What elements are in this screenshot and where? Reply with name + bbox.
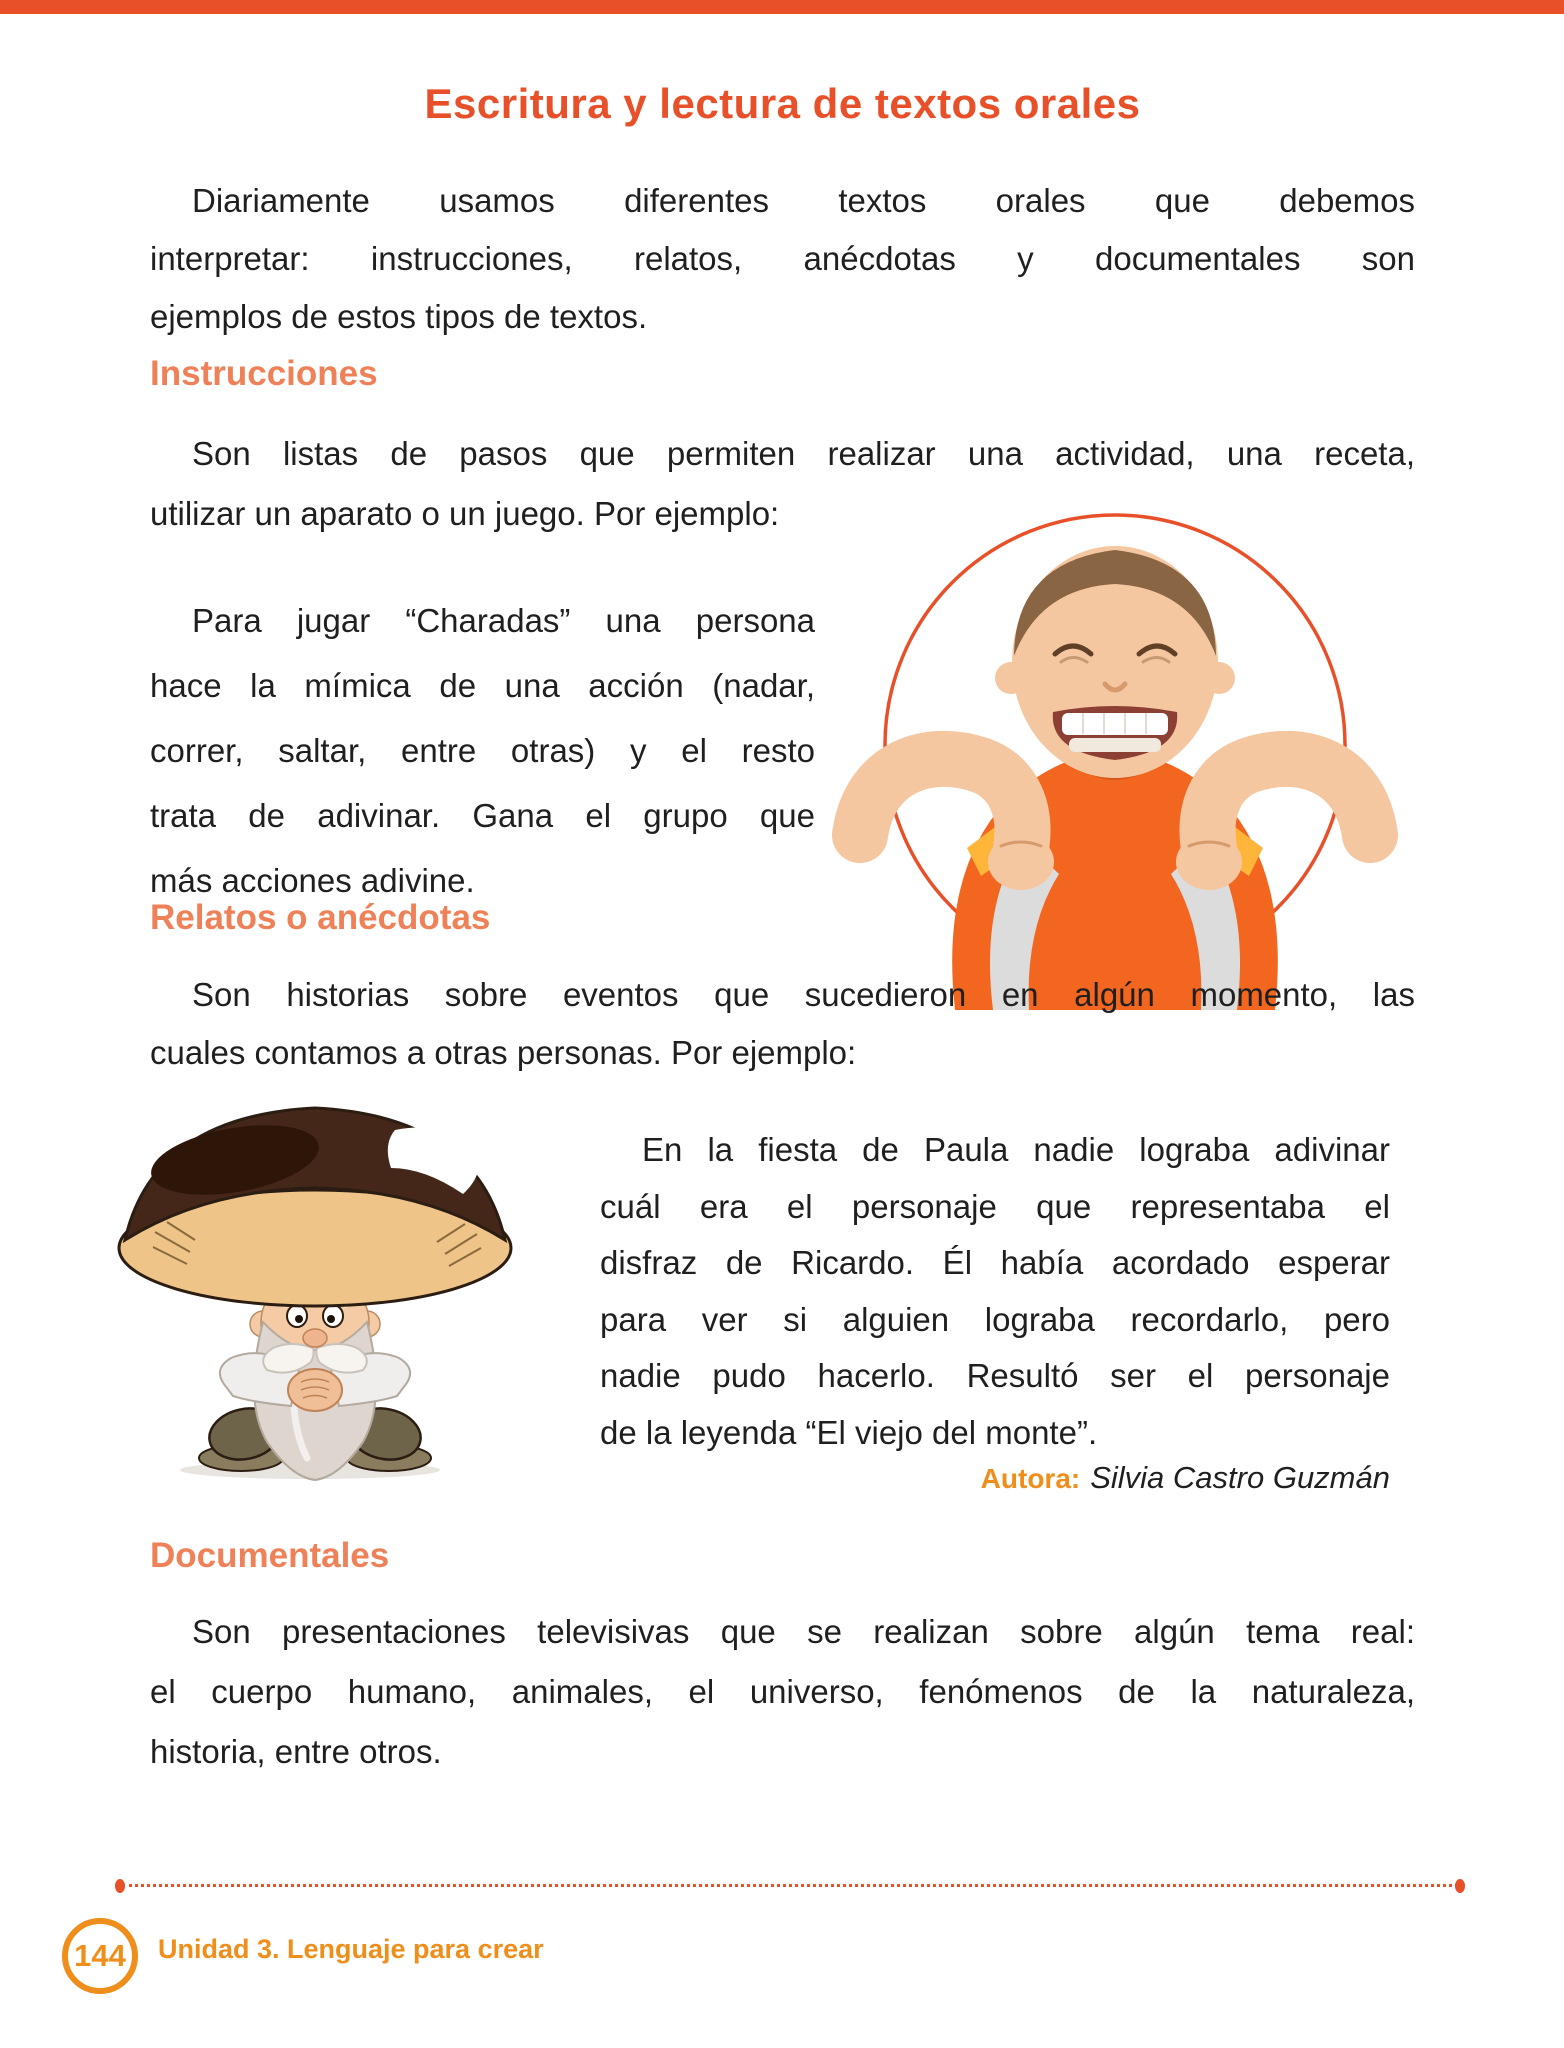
text-line: Son listas de pasos que permiten realizar una actividad, una receta, bbox=[192, 435, 1415, 472]
anecdote-story-paragraph bbox=[600, 1122, 1390, 1461]
author-label: Autora: bbox=[980, 1463, 1081, 1494]
text-line: Son presentaciones televisivas que se realizan sobre algún tema real: bbox=[192, 1613, 1415, 1650]
text-line: utilizar un aparato o un juego. Por ejemplo: bbox=[150, 495, 780, 532]
text-line: más acciones adivine. bbox=[150, 862, 475, 899]
text-line: interpretar: instrucciones, relatos, anécdotas y documentales son bbox=[150, 240, 1415, 277]
boy-photo-figure bbox=[815, 450, 1415, 1010]
gnome-illustration-figure bbox=[95, 1082, 535, 1482]
text-line: En la fiesta de Paula nadie lograba adivinar bbox=[642, 1131, 1390, 1168]
page-title: Escritura y lectura de textos orales bbox=[424, 80, 1141, 127]
page-number: 144 bbox=[74, 1938, 126, 1973]
section-heading-instrucciones: Instrucciones bbox=[150, 354, 378, 393]
text-line: para ver si alguien lograba recordarlo, pero bbox=[600, 1300, 1390, 1338]
page-number-badge bbox=[62, 1918, 138, 1994]
author-credit bbox=[600, 1460, 1390, 1496]
section-heading-documentales: Documentales bbox=[150, 1536, 390, 1575]
text-line: de la leyenda “El viejo del monte”. bbox=[600, 1413, 1098, 1451]
relatos-paragraph bbox=[150, 966, 1415, 1082]
section-heading-relatos: Relatos o anécdotas bbox=[150, 898, 491, 937]
dotted-separator bbox=[122, 1884, 1458, 1887]
text-line: historia, entre otros. bbox=[150, 1733, 442, 1770]
text-line: nadie pudo hacerlo. Resultó ser el personaje bbox=[600, 1357, 1390, 1394]
boy-making-funny-face-photo bbox=[815, 450, 1415, 1010]
text-line: Para jugar “Charadas” una persona bbox=[192, 602, 815, 639]
author-name: Silvia Castro Guzmán bbox=[1090, 1460, 1390, 1495]
unit-footer-label: Unidad 3. Lenguaje para crear bbox=[158, 1934, 544, 1964]
text-line: trata de adivinar. Gana el grupo que bbox=[150, 797, 815, 834]
text-line: el cuerpo humano, animales, el universo, fenómenos de la naturaleza, bbox=[150, 1673, 1415, 1710]
documentales-paragraph bbox=[150, 1602, 1415, 1782]
text-line: Diariamente usamos diferentes textos orales que debemos bbox=[192, 182, 1415, 219]
top-accent-bar bbox=[0, 0, 1564, 14]
text-line: ejemplos de estos tipos de textos. bbox=[150, 298, 648, 335]
text-line: correr, saltar, entre otras) y el resto bbox=[150, 732, 815, 769]
text-line: Son historias sobre eventos que sucedieron en algún momento, las bbox=[192, 976, 1415, 1013]
text-line: hace la mímica de una acción (nadar, bbox=[150, 667, 815, 704]
text-line: cuales contamos a otras personas. Por ejemplo: bbox=[150, 1034, 857, 1071]
text-line: cuál era el personaje que representaba el bbox=[600, 1187, 1390, 1225]
text-line: disfraz de Ricardo. Él había acordado esperar bbox=[600, 1244, 1390, 1281]
intro-paragraph bbox=[150, 172, 1415, 346]
old-man-with-mushroom-hat-illustration bbox=[95, 1082, 535, 1482]
charadas-example-paragraph bbox=[150, 588, 815, 913]
